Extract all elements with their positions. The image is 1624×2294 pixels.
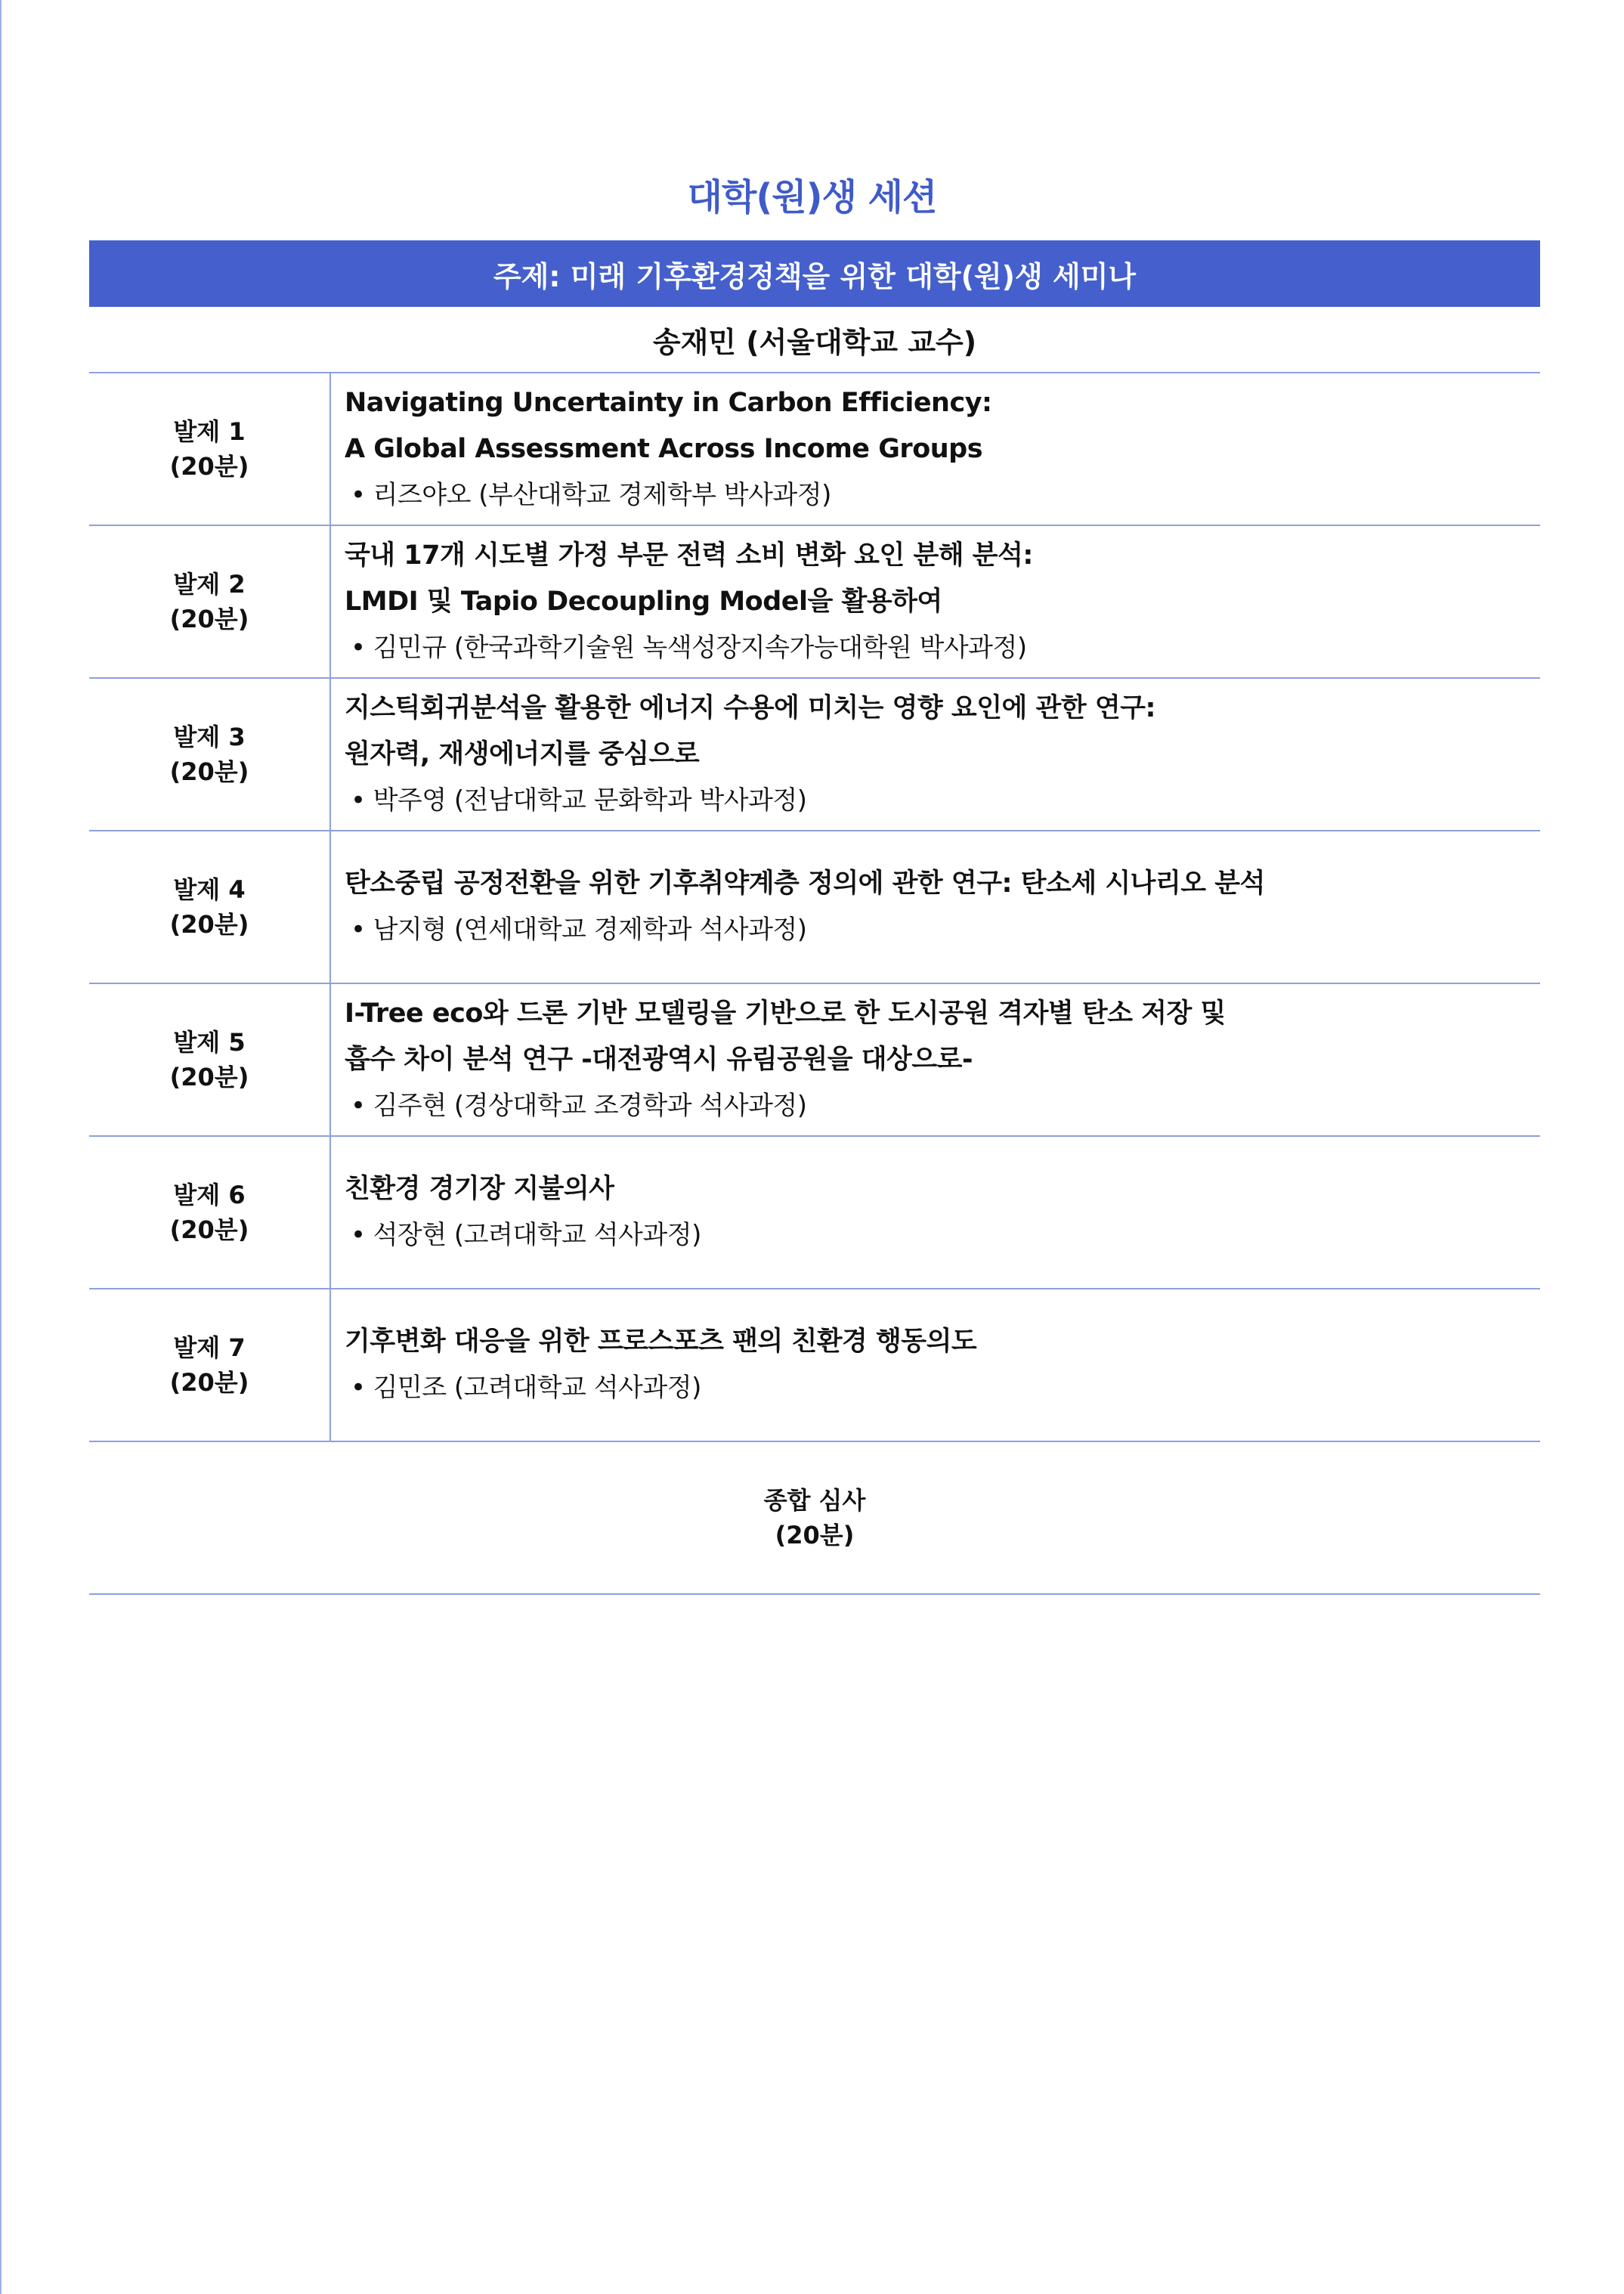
presentation-duration: (20분) (169, 605, 249, 633)
presentation-row-6 (89, 1137, 1540, 1289)
presentation-title-line: 흡수 차이 분석 연구 -대전광역시 유림공원을 대상으로- (345, 1044, 973, 1075)
presentation-row-3 (89, 679, 1540, 831)
presentation-number: 발제 3 (173, 723, 246, 751)
left-margin-rule (0, 0, 2, 2294)
row-content (331, 1137, 1540, 1288)
presentation-row-4 (89, 831, 1540, 984)
presenter (345, 1365, 1540, 1411)
presenter-text: 리즈야오 (부산대학교 경제학부 박사과정) (373, 479, 831, 510)
row-content (331, 1289, 1540, 1441)
presentation-row-5 (89, 984, 1540, 1137)
presentation-number: 발제 2 (173, 570, 246, 599)
bullet-icon: • (351, 1090, 366, 1121)
row-content (331, 526, 1540, 677)
presentation-row-1 (89, 373, 1540, 526)
bullet-icon: • (351, 479, 366, 510)
presentation-duration: (20분) (169, 757, 249, 786)
row-content (331, 984, 1540, 1135)
presentation-duration: (20분) (169, 452, 249, 481)
presentation-number: 발제 4 (173, 875, 246, 904)
presenter-text: 김민규 (한국과학기술원 녹색성장지속가능대학원 박사과정) (373, 632, 1027, 663)
bullet-icon: • (351, 1220, 366, 1250)
row-label (89, 1289, 331, 1441)
presenter (345, 625, 1540, 671)
row-content (331, 373, 1540, 525)
presentation-row-7 (89, 1289, 1540, 1442)
topic-bar: 주제: 미래 기후환경정책을 위한 대학(원)생 세미나 (89, 240, 1540, 307)
presentation-duration: (20분) (169, 1063, 249, 1091)
schedule-table (89, 240, 1540, 1595)
presentation-title-line: 국내 17개 시도별 가정 부문 전력 소비 변화 요인 분해 분석: (345, 540, 1033, 571)
presenter (345, 472, 1540, 519)
presentation-number: 발제 7 (173, 1333, 246, 1362)
row-label (89, 373, 331, 525)
chair-row: 송재민 (서울대학교 교수) (89, 307, 1540, 373)
row-content (331, 679, 1540, 830)
final-review-label: 종합 심사 (763, 1486, 866, 1515)
row-label (89, 1137, 331, 1288)
bullet-icon: • (351, 785, 366, 816)
presentation-title-line: I-Tree eco와 드론 기반 모델링을 기반으로 한 도시공원 격자별 탄소 저장 및 (345, 998, 1226, 1029)
presentation-title-line: A Global Assessment Across Income Groups (345, 433, 983, 464)
session-title: 대학(원)생 세션 (687, 176, 937, 218)
final-review-row (89, 1442, 1540, 1595)
final-review-duration: (20분) (775, 1521, 855, 1549)
presentation-number: 발제 6 (173, 1181, 246, 1209)
row-content (331, 831, 1540, 983)
presentation-title-line: 기후변화 대응을 위한 프로스포츠 팬의 친환경 행동의도 (345, 1327, 977, 1357)
presentation-duration: (20분) (169, 1368, 249, 1397)
presentation-number: 발제 1 (173, 417, 246, 446)
row-label (89, 679, 331, 830)
presenter (345, 1083, 1540, 1129)
presenter-text: 김주현 (경상대학교 조경학과 석사과정) (373, 1090, 807, 1121)
presentation-duration: (20분) (169, 910, 249, 939)
presentation-row-2 (89, 526, 1540, 679)
row-label (89, 984, 331, 1135)
presentation-title-line: Navigating Uncertainty in Carbon Efficiency: (345, 387, 992, 418)
presenter (345, 1212, 1540, 1258)
bullet-icon: • (351, 915, 366, 945)
presenter-text: 석장현 (고려대학교 석사과정) (373, 1220, 701, 1250)
presenter-text: 김민조 (고려대학교 석사과정) (373, 1373, 701, 1403)
presentation-title-line: 원자력, 재생에너지를 중심으로 (345, 738, 700, 769)
bullet-icon: • (351, 1373, 366, 1403)
presentation-duration: (20분) (169, 1215, 249, 1244)
presentation-title-line: LMDI 및 Tapio Decoupling Model을 활용하여 (345, 586, 942, 617)
presenter-text: 박주영 (전남대학교 문화학과 박사과정) (373, 785, 807, 816)
presentation-number: 발제 5 (173, 1028, 246, 1057)
presentation-title-line: 탄소중립 공정전환을 위한 기후취약계층 정의에 관한 연구: 탄소세 시나리오 분석 (345, 868, 1265, 899)
row-label (89, 831, 331, 983)
presenter (345, 907, 1540, 953)
presentation-title-line: 지스틱회귀분석을 활용한 에너지 수용에 미치는 영향 요인에 관한 연구: (345, 692, 1155, 723)
presenter (345, 778, 1540, 824)
bullet-icon: • (351, 632, 366, 663)
row-label (89, 526, 331, 677)
presenter-text: 남지형 (연세대학교 경제학과 석사과정) (373, 915, 807, 945)
presentation-title-line: 친환경 경기장 지불의사 (345, 1174, 614, 1204)
